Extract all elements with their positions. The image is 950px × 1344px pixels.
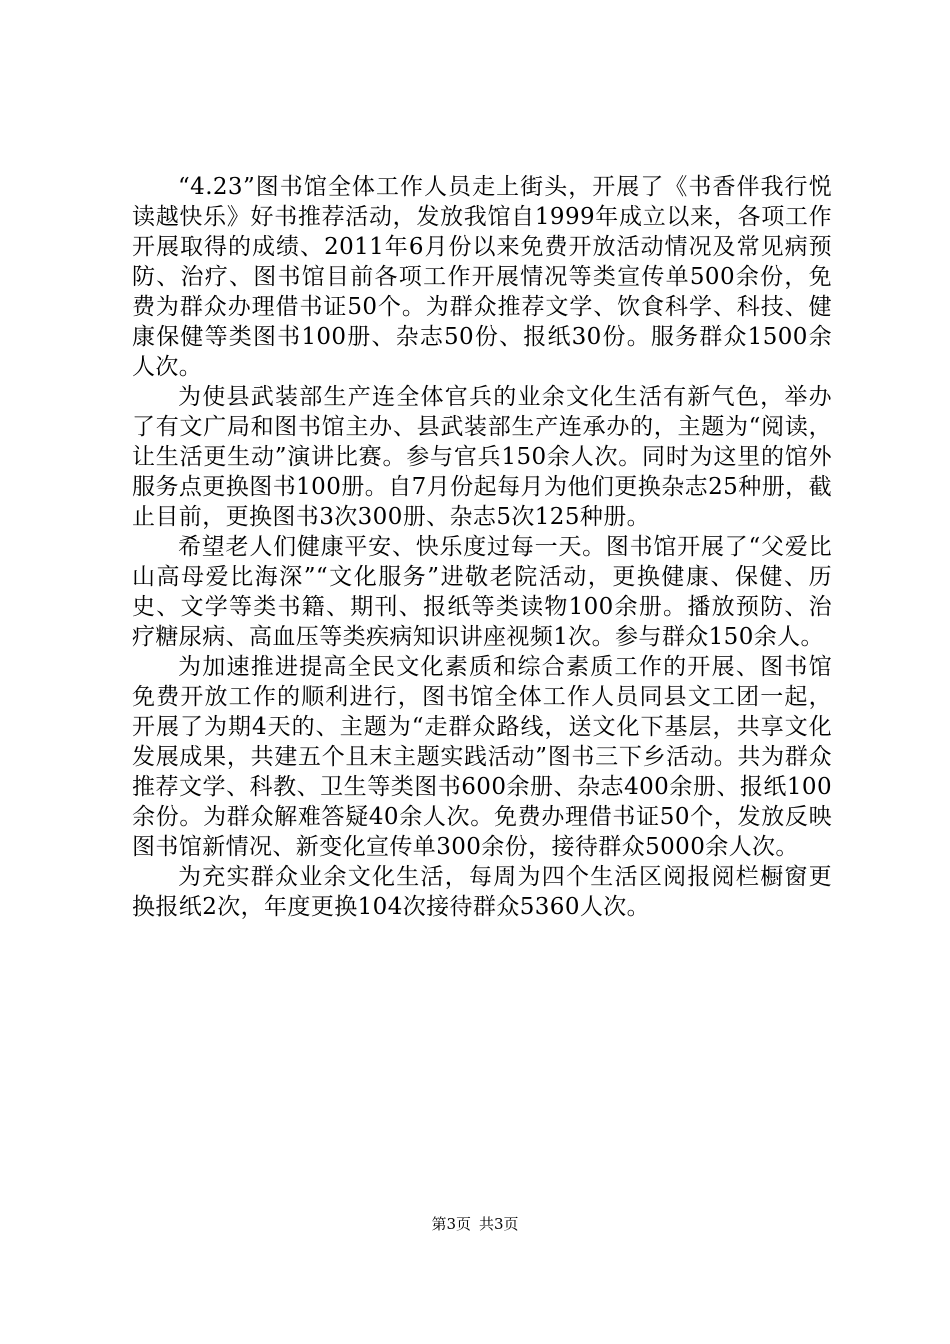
page-footer: [0, 1214, 950, 1234]
paragraph-countryside-activity: 为加速推进提高全民文化素质和综合素质工作的开展、图书馆免费开放工作的顺利进行，图书馆全体工作人员同县文工团一起，开展了为期4天的、主题为“走群众路线，送文化下基层，共享文化发展成果，共建五个且末主题实践活动”图书三下乡活动。共为群众推荐文学、科教、卫生等类图书600余册、杂志400余册、报纸100余份。为群众解难答疑40余人次。免费办理借书证50个，发放反映图书馆新情况、新变化宣传单300余份，接待群众5000余人次。: [132, 654, 832, 860]
paragraph-reading-promotion: “4.23”图书馆全体工作人员走上街头，开展了《书香伴我行悦读越快乐》好书推荐活动，发放我馆自1999年成立以来，各项工作开展取得的成绩、2011年6月份以来免费开放活动情况及常见病预防、治疗、图书馆目前各项工作开展情况等类宣传单500余份，免费为群众办理借书证50个。为群众推荐文学、饮食科学、科技、健康保健等类图书100册、杂志50份、报纸30份。服务群众1500余人次。: [132, 174, 832, 380]
paragraph-nursing-home-activity: 希望老人们健康平安、快乐度过每一天。图书馆开展了“父爱比山高母爱比海深”“文化服务”进敬老院活动，更换健康、保健、历史、文学等类书籍、期刊、报纸等类读物100余册。播放预防、治疗糖尿病、高血压等类疾病知识讲座视频1次。参与群众150余人。: [132, 534, 832, 650]
document-body: [132, 172, 832, 922]
page-number-total: 共3页: [479, 1215, 519, 1233]
paragraph-newspaper-board: 为充实群众业余文化生活，每周为四个生活区阅报阅栏橱窗更换报纸2次，年度更换104次接待群众5360人次。: [132, 864, 832, 920]
paragraph-militia-speech-contest: 为使县武装部生产连全体官兵的业余文化生活有新气色，举办了有文广局和图书馆主办、县武装部生产连承办的，主题为“阅读，让生活更生动”演讲比赛。参与官兵150余人次。同时为这里的馆外服务点更换图书100册。自7月份起每月为他们更换杂志25种册，截止目前，更换图书3次300册、杂志5次125种册。: [132, 384, 832, 530]
page-number-current: 第3页: [431, 1215, 471, 1233]
